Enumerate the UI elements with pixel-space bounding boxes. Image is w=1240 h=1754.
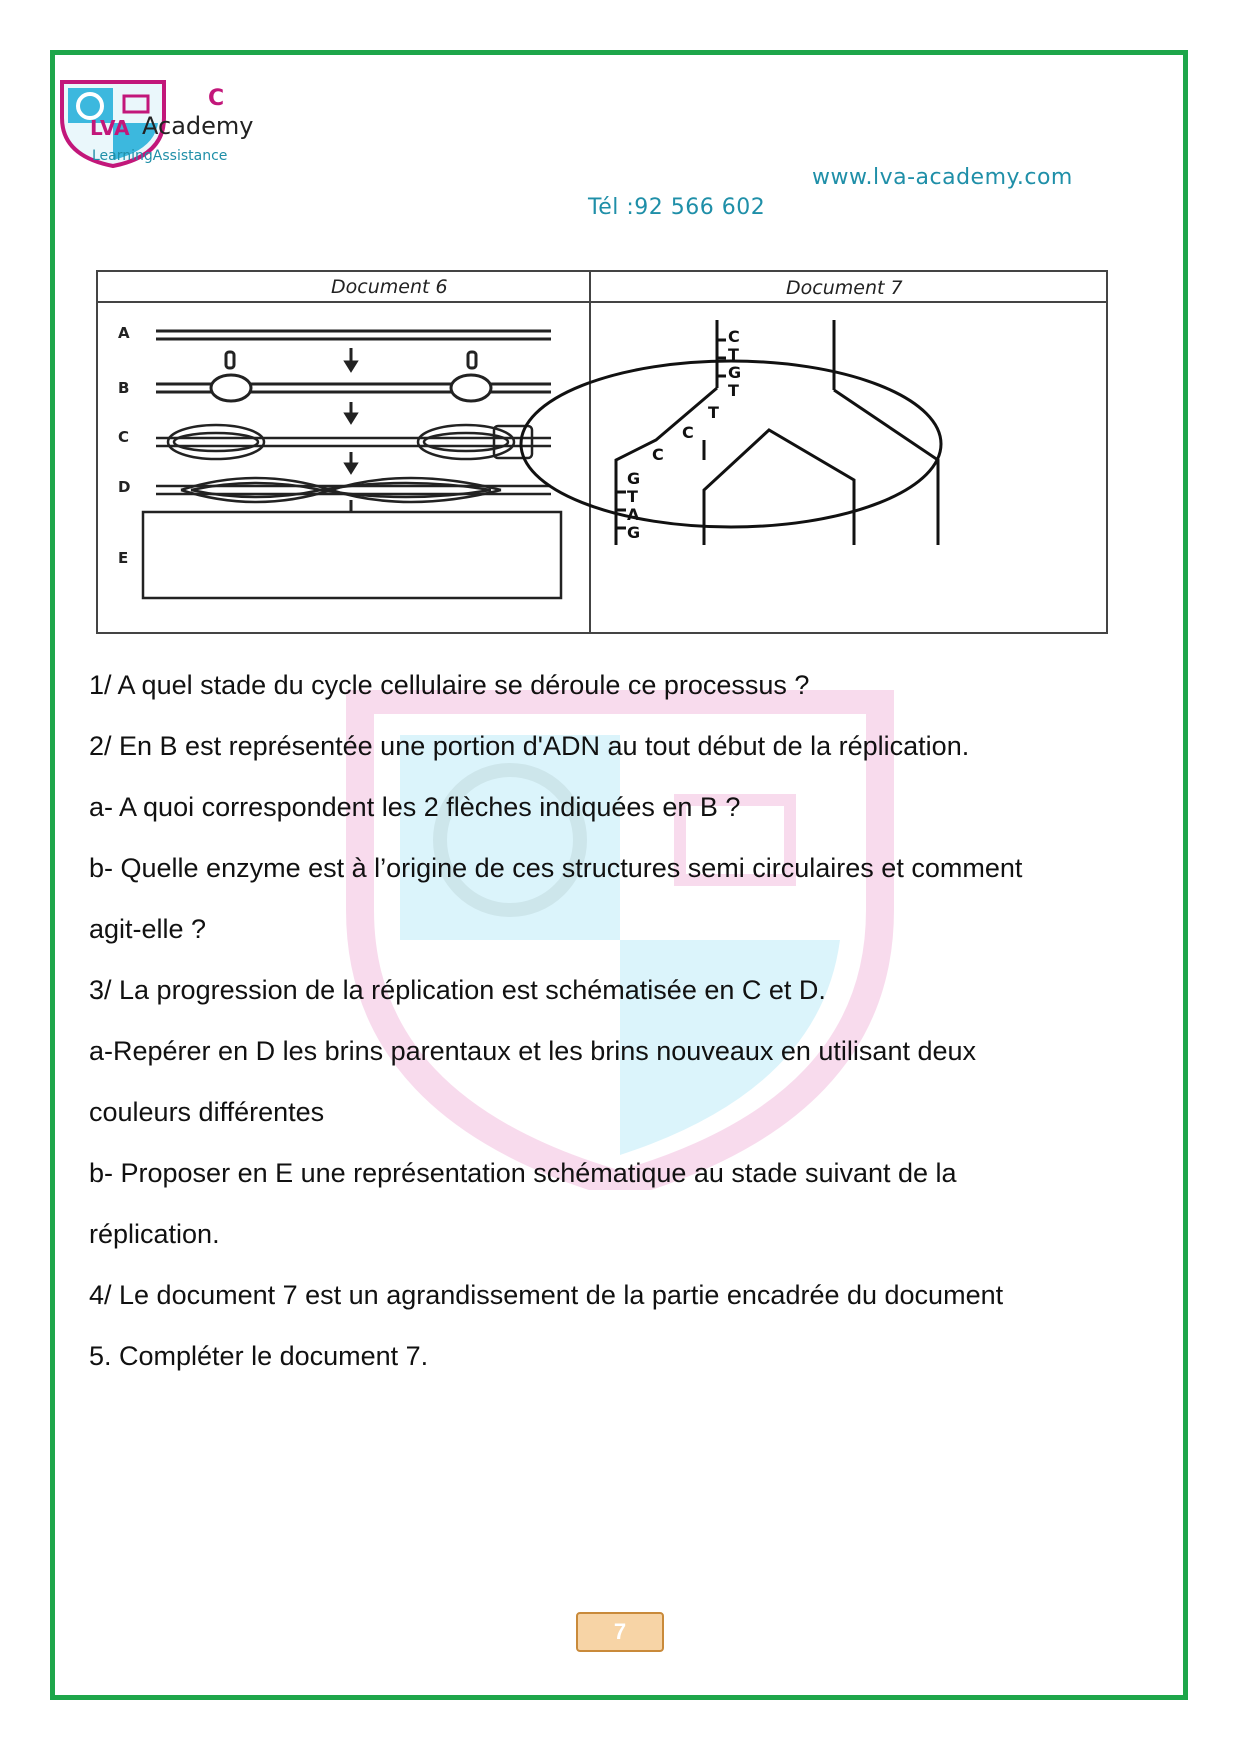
base-diag-2: C [652,445,664,464]
base-top-1: T [728,345,739,364]
question-line: 2/ En B est représentée une portion d'ADN au tout début de la réplication. [89,731,970,761]
question-line: 3/ La progression de la réplication est schématisée en C et D. [89,975,826,1005]
question-line: réplication. [89,1219,220,1249]
document-6-title: Document 6 [331,276,448,298]
phone-number: Tél :92 566 602 [588,195,766,220]
questions-block [89,655,1149,1387]
replication-figure [96,270,1108,634]
base-bottom-3: G [627,523,641,542]
base-diag-1: C [682,423,694,442]
row-label-d: D [118,478,131,496]
question-line: couleurs différentes [89,1097,325,1127]
question-line: 4/ Le document 7 est un agrandissement de la partie encadrée du document [89,1280,1004,1310]
logo-academy-text: Academy [142,112,254,140]
question-line: 1/ A quel stade du cycle cellulaire se déroule ce processus ? [89,670,810,700]
base-bottom-2: A [627,505,640,524]
question-line: 5. Compléter le document 7. [89,1341,429,1371]
question-line: b- Proposer en E une représentation schématique au stade suivant de la [89,1158,957,1188]
logo-c-letter: C [208,86,225,111]
document-7-title: Document 7 [786,277,903,299]
logo-lva-text: LVA [90,116,130,140]
question-line: a-Repérer en D les brins parentaux et les brins nouveaux en utilisant deux [89,1036,977,1066]
base-bottom-0: G [627,469,641,488]
dna-row-e-answer-box [143,512,561,598]
row-label-c: C [118,428,130,446]
base-top-2: G [728,363,742,382]
row-label-b: B [118,379,130,397]
page-number: 7 [576,1612,664,1652]
question-line: agit-elle ? [89,914,207,944]
logo-tagline: LearningAssistance [92,148,228,164]
row-label-a: A [118,324,130,342]
website-url[interactable]: www.lva-academy.com [812,165,1073,190]
base-diag-0: T [708,403,719,422]
row-label-e: E [118,549,129,567]
base-top-0: C [728,327,740,346]
base-bottom-1: T [627,487,638,506]
question-line: b- Quelle enzyme est à l’origine de ces structures semi circulaires et comment [89,853,1023,883]
base-top-3: T [728,381,739,400]
question-line: a- A quoi correspondent les 2 flèches indiquées en B ? [89,792,741,822]
